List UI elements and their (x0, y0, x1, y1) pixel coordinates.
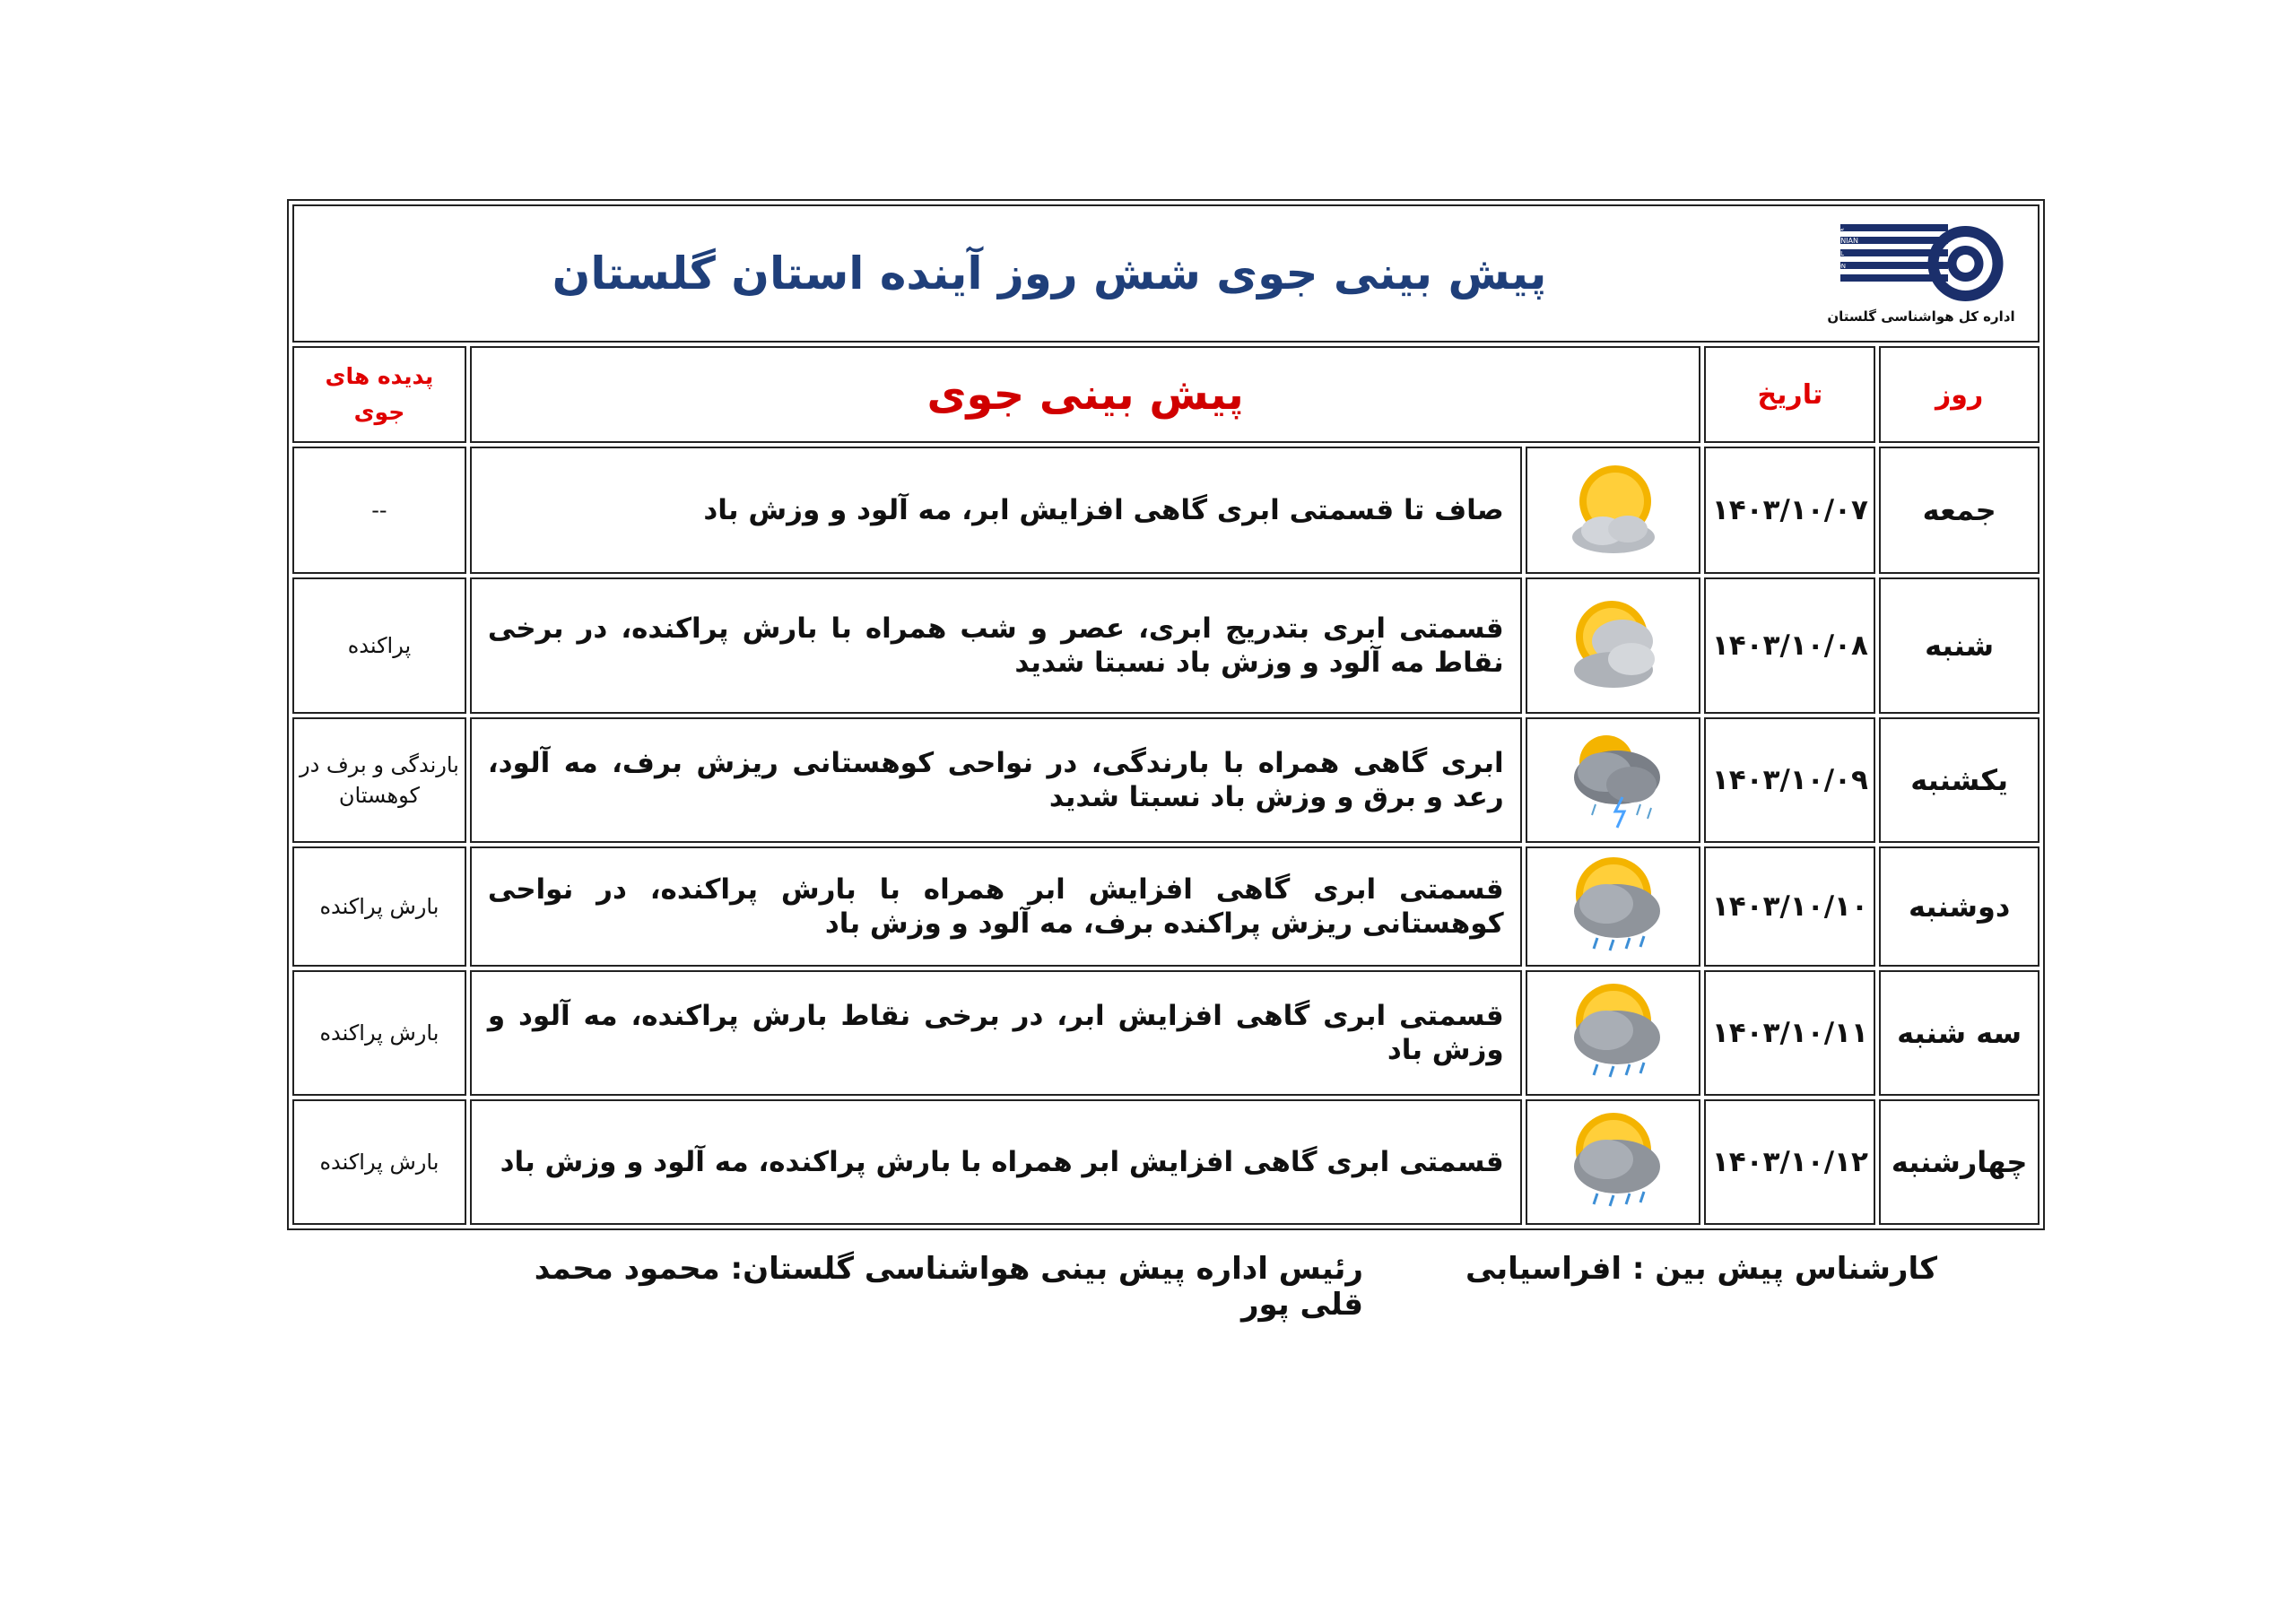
row-date: ۱۴۰۳/۱۰/۱۱ (1704, 970, 1875, 1096)
row-forecast-text: قسمتی ابری گاهی افزایش ابر، در برخی نقاط بارش پراکنده، مه آلود و وزش باد (470, 970, 1522, 1096)
forecast-sheet (287, 199, 2045, 1230)
column-header-phenomena-line1: پدیده های (325, 363, 434, 389)
logo-caption: اداره کل هواشناسی گلستان (1827, 308, 2015, 325)
table-row (292, 970, 2039, 1096)
table-row (292, 577, 2039, 714)
row-date: ۱۴۰۳/۱۰/۰۷ (1704, 447, 1875, 574)
title-cell (292, 204, 2039, 343)
row-weather-icon-cell (1526, 970, 1701, 1096)
column-header-day: روز (1879, 346, 2039, 443)
row-phenomena: پراکنده (292, 577, 466, 714)
row-weather-icon-cell (1526, 846, 1701, 967)
row-forecast-text: قسمتی ابری گاهی افزایش ابر همراه با بارش پراکنده، در نواحی کوهستانی ریزش پراکنده برف، مه آلود و وزش باد (470, 846, 1522, 967)
logo-text-organization: ORGANIZATION (1796, 263, 1846, 270)
row-weather-icon-cell (1526, 577, 1701, 714)
row-forecast-text: ابری گاهی همراه با بارندگی، در نواحی کوهستانی ریزش برف، مه آلود، رعد و برق و وزش باد نسبتا شدید (470, 717, 1522, 843)
thunderstorm-icon (1551, 722, 1676, 838)
table-row (292, 1099, 2039, 1225)
row-day: جمعه (1879, 447, 2039, 574)
rain-cloud-icon (1551, 975, 1676, 1091)
logo-emblem-icon (1777, 217, 2020, 307)
row-phenomena: -- (292, 447, 466, 574)
row-forecast-text: صاف تا قسمتی ابری گاهی افزایش ابر، مه آلود و وزش باد (470, 447, 1522, 574)
page-title: پیش بینی جوی شش روز آینده استان گلستان (552, 247, 1547, 299)
row-day: دوشنبه (1879, 846, 2039, 967)
rain-cloud-icon (1551, 1104, 1676, 1220)
row-phenomena: بارش پراکنده (292, 846, 466, 967)
sun-cloud-icon (1551, 452, 1676, 568)
row-date: ۱۴۰۳/۱۰/۱۲ (1704, 1099, 1875, 1225)
footer (502, 1251, 1937, 1323)
logo-text-fa: سازمان هواشناسی کشور (1777, 225, 1844, 232)
office-head-name: رئیس اداره پیش بینی هواشناسی گلستان: محمود محمد قلی پور (534, 1251, 1363, 1323)
row-phenomena: بارش پراکنده (292, 970, 466, 1096)
logo-text-iranian: IRANIAN (1829, 237, 1858, 245)
table-row (292, 447, 2039, 574)
table-row (292, 846, 2039, 967)
column-header-date: تاریخ (1704, 346, 1875, 443)
row-forecast-text: قسمتی ابری گاهی افزایش ابر همراه با بارش پراکنده، مه آلود و وزش باد (470, 1099, 1522, 1225)
row-forecast-text: قسمتی ابری بتدریج ابری، عصر و شب همراه با بارش پراکنده، در برخی نقاط مه آلود و وزش باد نسبتا شدید (470, 577, 1522, 714)
column-header-phenomena-line2: جوی (353, 399, 405, 425)
row-day: چهارشنبه (1879, 1099, 2039, 1225)
table-row (292, 717, 2039, 843)
column-header-phenomena (292, 346, 466, 443)
row-phenomena: بارندگی و برف در کوهستان (292, 717, 466, 843)
row-weather-icon-cell (1526, 447, 1701, 574)
forecaster-name: کارشناس پیش بین : افراسیابی (1465, 1251, 1937, 1287)
row-day: سه شنبه (1879, 970, 2039, 1096)
row-phenomena: بارش پراکنده (292, 1099, 466, 1225)
partly-cloudy-icon (1551, 587, 1676, 704)
rain-cloud-icon (1551, 848, 1676, 965)
row-date: ۱۴۰۳/۱۰/۱۰ (1704, 846, 1875, 967)
column-header-forecast: پیش بینی جوی (470, 346, 1701, 443)
logo-text-meteorological: METEOROLOGICAL (1785, 250, 1844, 257)
row-weather-icon-cell (1526, 717, 1701, 843)
row-date: ۱۴۰۳/۱۰/۰۸ (1704, 577, 1875, 714)
row-date: ۱۴۰۳/۱۰/۰۹ (1704, 717, 1875, 843)
meteorological-organization-logo (1777, 217, 2020, 334)
row-day: شنبه (1879, 577, 2039, 714)
row-weather-icon-cell (1526, 1099, 1701, 1225)
row-day: یکشنبه (1879, 717, 2039, 843)
forecast-table (287, 199, 2045, 1230)
